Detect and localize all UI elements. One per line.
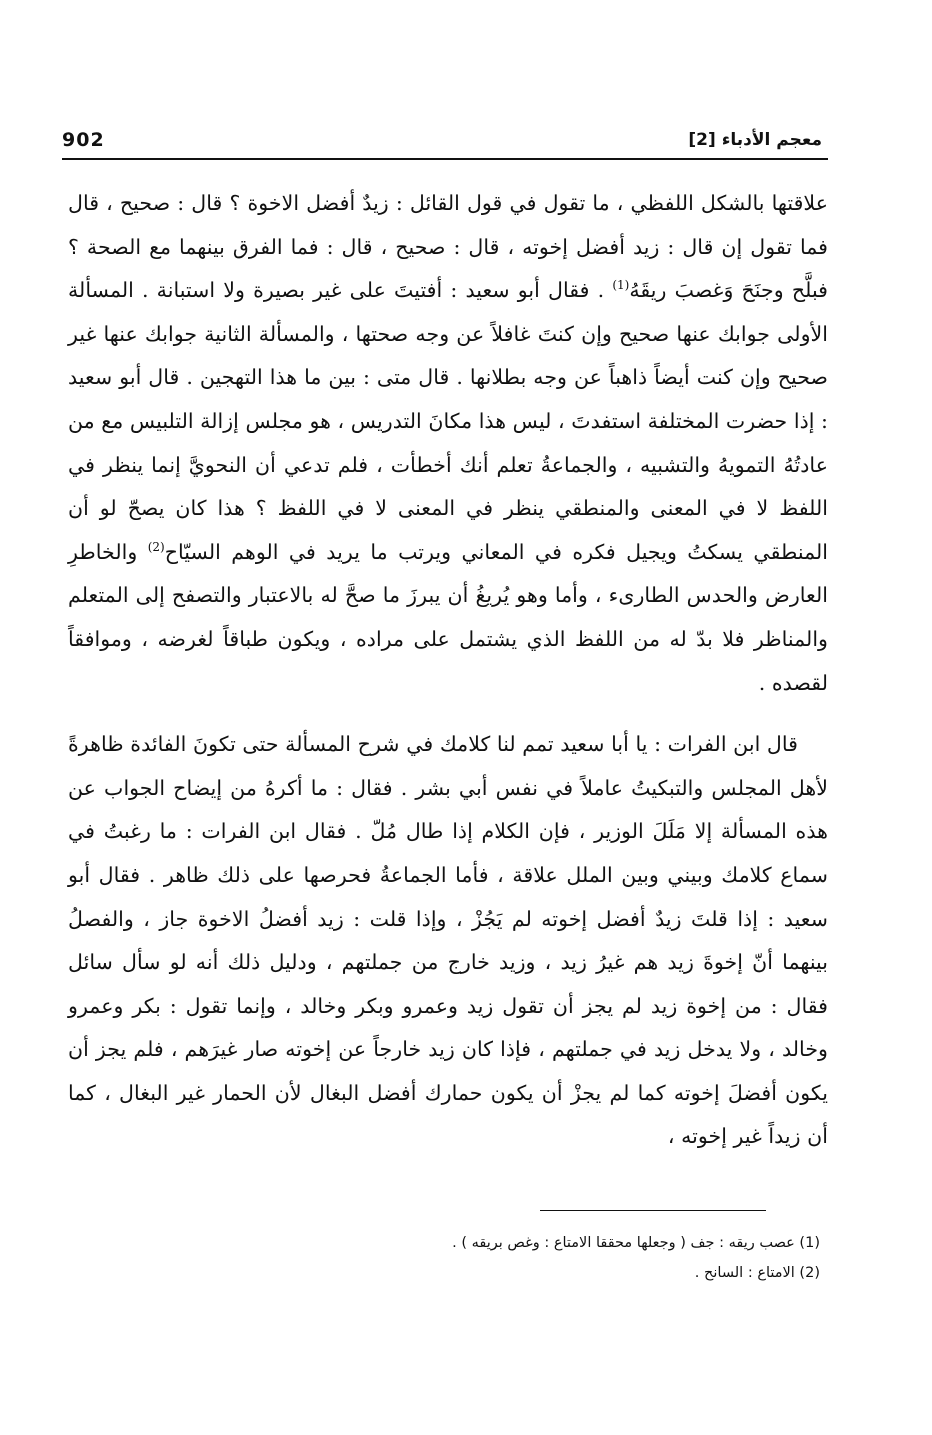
footnote-ref-1[interactable]: (1) <box>612 278 630 293</box>
page-number: 902 <box>62 129 105 151</box>
paragraph-1-part-c: والخاطرِ العارض والحدس الطارىء ، وأما وهو يُريغُ أن يبرزَ ما صحَّ له بالاعتبار والتصفح إلى المتعلم والمناظر فلا بدّ له من اللفظ الذي يشتمل على مراده ، ويكون طباقاً لغرضه ، وموافقاً لقصده . <box>68 539 828 695</box>
paragraph-1 <box>68 182 828 705</box>
paragraph-1-part-a: علاقتها بالشكل اللفظي ، ما تقول في قول القائل : زيدٌ أفضل الاخوة ؟ قال : صحيح ، قال فما تقول إن قال : زيد أفضل إخوته ، قال : صحيح ، قال : فما الفرق بينهما مع الصحة ؟ فبلَّح وجنَحَ وَغصبَ ريقَهُ <box>68 191 828 303</box>
main-text <box>68 182 828 1159</box>
footnote-1: (1) عصب ريقه : جف ( وجعلها محققا الامتاع : وغص بريقه ) . <box>452 1235 820 1251</box>
header-rule <box>62 158 828 160</box>
footnote-ref-2[interactable]: (2) <box>147 539 165 554</box>
page-header <box>62 120 822 160</box>
running-title: معجم الأدباء [2] <box>688 130 822 150</box>
footnote-2: (2) الامتاع : السانح . <box>694 1265 820 1281</box>
paragraph-2: قال ابن الفرات : يا أبا سعيد تمم لنا كلامك في شرح المسألة حتى تكونَ الفائدة ظاهرةً لأهل المجلس والتبكيتُ عاملاً في نفس أبي بشر . فقال : ما أكرهُ من إيضاح الجواب عن هذه المسألة إلا مَلَلَ الوزير ، فإن الكلام إذا طال مُلّ . فقال ابن الفرات : ما رغبتُ في سماع كلامك وبيني وبين الملل علاقة ، فأما الجماعةُ فحرصها على ذلك ظاهر . فقال أبو سعيد : إذا قلتَ زيدٌ أفضل إخوته لم يَجُزْ ، وإذا قلت : زيد أفضلُ الاخوة جاز ، والفصلُ بينهما أنّ إخوةَ زيد هم غيرُ زيد ، وزيد خارج من جملتهم ، ودليل ذلك أنه لو سأل سائل فقال : من إخوة زيد لم يجز أن تقول زيد وعمرو وبكر وخالد ، وإنما تقول : بكر وعمرو وخالد ، ولا يدخل زيد في جملتهم ، فإذا كان زيد خارجاً عن إخوته صار غيرَهم ، فلم يجز أن يكون أفضلَ إخوته كما لم يجزْ أن يكون حمارك أفضل البغال لأن الحمار غير البغال ، كما أن زيداً غير إخوته ، <box>68 732 828 1149</box>
paragraph-1-part-b: . فقال أبو سعيد : أفتيتَ على غير بصيرة ولا استبانة . المسألة الأولى جوابك عنها صحيح وإن كنتَ غافلاً عن وجه صحتها ، والمسألة الثانية جوابك عنها غير صحيح وإن كنت أيضاً ذاهباً عن وجه بطلانها . قال متى : بين ما هذا التهجين . قال أبو سعيد : إذا حضرت المختلفة استفدتَ ، ليس هذا مكانَ التدريس ، هو مجلس إزالة التلبيس مع من عادتُهُ التمويهُ والتشبيه ، والجماعةُ تعلم أنك أخطأت ، فلم تدعي أن النحويَّ إنما ينظر في اللفظ لا في المعنى والمنطقي ينظر في المعنى لا في اللفظ ؟ هذا كان يصحّ لو أن المنطقي يسكتُ ويجيل فكره في المعاني ويرتب ما يريد في الوهم السيّاح <box>68 278 829 564</box>
footnote-rule <box>540 1210 766 1211</box>
footnotes <box>300 1228 820 1288</box>
